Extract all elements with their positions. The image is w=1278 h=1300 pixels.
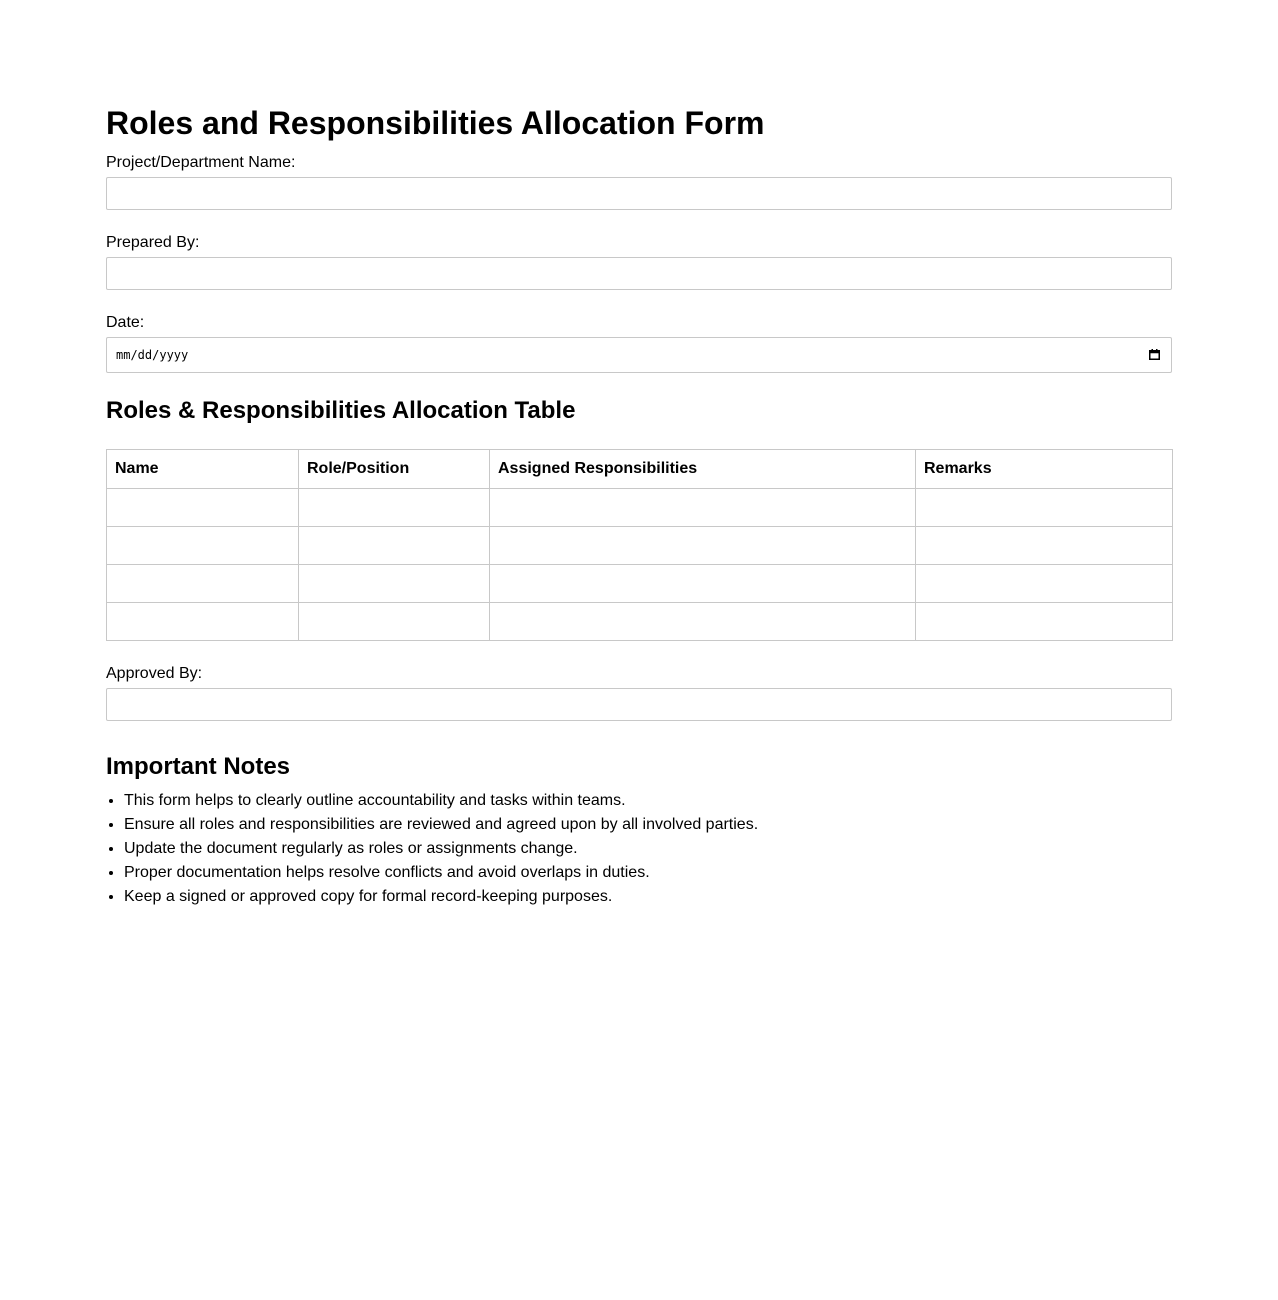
role-cell[interactable] [299,489,490,527]
table-row [107,603,1173,641]
prepared-by-label: Prepared By: [106,234,200,251]
date-label: Date: [106,314,145,331]
responsibilities-cell[interactable] [490,527,916,565]
project-name-label: Project/Department Name: [106,154,296,171]
name-cell[interactable] [107,565,299,603]
table-row [107,489,1173,527]
remarks-cell[interactable] [916,603,1173,641]
list-item: • Keep a signed or approved copy for formal record-keeping purposes. [124,885,758,909]
list-item: • Update the document regularly as roles or assignments change. [124,837,758,861]
name-cell[interactable] [107,527,299,565]
notes-heading: Important Notes [106,753,291,780]
approved-by-input[interactable] [106,688,1172,721]
name-cell[interactable] [107,489,299,527]
remarks-cell[interactable] [916,565,1173,603]
responsibilities-cell[interactable] [490,603,916,641]
page-title: Roles and Responsibilities Allocation Form [106,105,765,141]
column-header-role: Role/Position [299,450,490,489]
responsibilities-cell[interactable] [490,489,916,527]
list-item: • Ensure all roles and responsibilities are reviewed and agreed upon by all involved parties. [124,813,758,837]
role-cell[interactable] [299,565,490,603]
date-placeholder: mm/dd/yyyy [116,348,189,362]
column-header-responsibilities: Assigned Responsibilities [490,450,916,489]
role-cell[interactable] [299,603,490,641]
approved-by-label: Approved By: [106,665,203,682]
date-input[interactable] [106,337,1172,373]
notes-list [106,789,758,909]
list-item: • This form helps to clearly outline accountability and tasks within teams. [124,789,758,813]
responsibilities-cell[interactable] [490,565,916,603]
remarks-cell[interactable] [916,489,1173,527]
column-header-remarks: Remarks [916,450,1173,489]
column-header-name: Name [107,450,299,489]
table-section-heading: Roles & Responsibilities Allocation Table [106,397,576,424]
prepared-by-input[interactable] [106,257,1172,290]
remarks-cell[interactable] [916,527,1173,565]
table-row [107,565,1173,603]
project-name-input[interactable] [106,177,1172,210]
table-row [107,527,1173,565]
table-header-row [107,450,1173,489]
role-cell[interactable] [299,527,490,565]
name-cell[interactable] [107,603,299,641]
calendar-icon[interactable] [1149,349,1160,360]
allocation-table [106,449,1173,641]
list-item: • Proper documentation helps resolve conflicts and avoid overlaps in duties. [124,861,758,885]
